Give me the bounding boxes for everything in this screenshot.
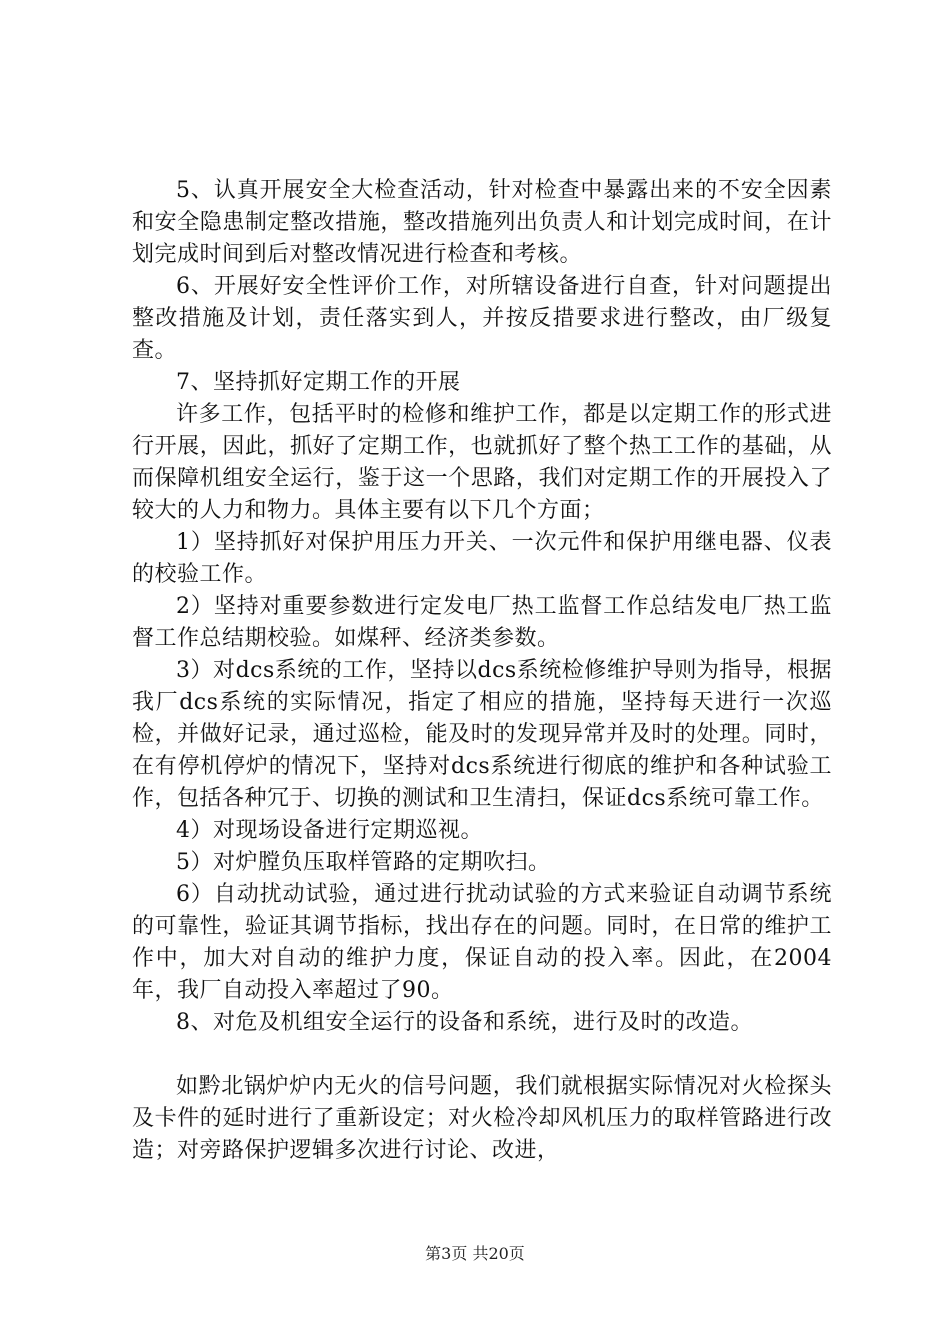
paragraph-item-1: 1）坚持抓好对保护用压力开关、一次元件和保护用继电器、仪表的校验工作。	[132, 530, 832, 587]
paragraph-item-5: 5）对炉膛负压取样管路的定期吹扫。	[176, 850, 551, 875]
paragraph-safety-evaluation: 6、开展好安全性评价工作，对所辖设备进行自查，针对问题提出整改措施及计划，责任落实到人，并按反措要求进行整改，由厂级复查。	[132, 274, 832, 363]
paragraph-retrofit-heading: 8、对危及机组安全运行的设备和系统，进行及时的改造。	[176, 1010, 753, 1035]
paragraph-periodic-work-intro: 许多工作，包括平时的检修和维护工作，都是以定期工作的形式进行开展，因此，抓好了定期工作，也就抓好了整个热工工作的基础，从而保障机组安全运行，鉴于这一个思路，我们对定期工作的开展投入了较大的人力和物力。具体主要有以下几个方面；	[132, 402, 832, 523]
paragraph-safety-inspection: 5、认真开展安全大检查活动，针对检查中暴露出来的不安全因素和安全隐患制定整改措施，整改措施列出负责人和计划完成时间，在计划完成时间到后对整改情况进行检查和考核。	[132, 178, 832, 267]
paragraph-item-4: 4）对现场设备进行定期巡视。	[176, 818, 483, 843]
paragraph-retrofit-detail: 如黔北锅炉炉内无火的信号问题，我们就根据实际情况对火检探头及卡件的延时进行了重新设定；对火检冷却风机压力的取样管路进行改造；对旁路保护逻辑多次进行讨论、改进，	[132, 1074, 832, 1163]
page-number-footer: 第3页 共20页	[425, 1244, 525, 1263]
paragraph-item-6: 6）自动扰动试验，通过进行扰动试验的方式来验证自动调节系统的可靠性，验证其调节指标，找出存在的问题。同时，在日常的维护工作中，加大对自动的维护力度，保证自动的投入率。因此，在2004年，我厂自动投入率超过了90。	[132, 882, 832, 1003]
paragraph-periodic-work-heading: 7、坚持抓好定期工作的开展	[176, 370, 461, 395]
paragraph-item-3: 3）对dcs系统的工作，坚持以dcs系统检修维护导则为指导，根据我厂dcs系统的实际情况，指定了相应的措施，坚持每天进行一次巡检，并做好记录，通过巡检，能及时的发现异常并及时的处理。同时，在有停机停炉的情况下，坚持对dcs系统进行彻底的维护和各种试验工作，包括各种冗于、切换的测试和卫生清扫，保证dcs系统可靠工作。	[132, 658, 832, 811]
document-body	[132, 175, 832, 1167]
paragraph-item-2: 2）坚持对重要参数进行定发电厂热工监督工作总结发电厂热工监督工作总结期校验。如煤秤、经济类参数。	[132, 594, 832, 651]
